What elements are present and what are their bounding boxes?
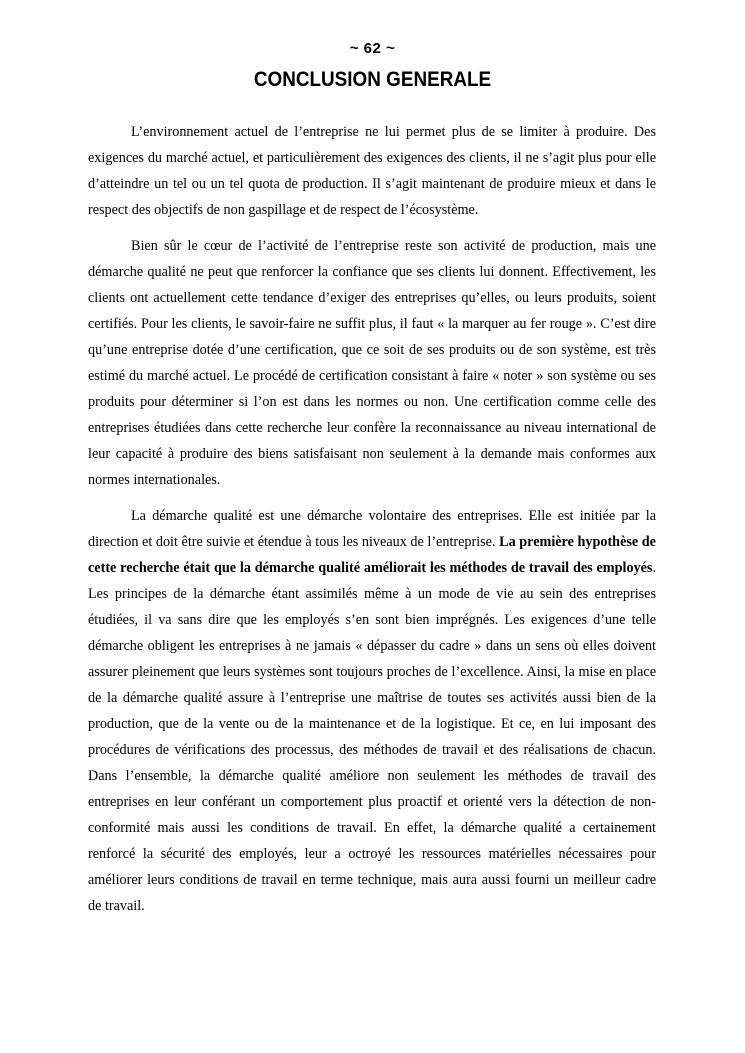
paragraph-2: Bien sûr le cœur de l’activité de l’entreprise reste son activité de production, mais une démarche qualité ne peut que renforcer la confiance que ses clients lui donnent. Effectivement, les clients ont actuellement cette tendance d’exiger des entreprises qu’elles, ou leurs produits, soient certifiés. Pour les clients, le savoir-faire ne suffit plus, il faut « la marquer au fer rouge ». C’est dire qu’une entreprise dotée d’une certification, que ce soit de ses produits ou de son système, est très estimé du marché actuel. Le procédé de certification consistant à faire « noter » son système ou ses produits pour déterminer si l’on est dans les normes ou non. Une certification comme celle des entreprises étudiées dans cette recherche leur confère la reconnaissance au niveau international de leur capacité à produire des biens satisfaisant non seulement à la demande mais conformes aux normes internationales.: [88, 238, 656, 488]
page-number: ~ 62 ~: [349, 40, 396, 57]
paragraph-3-intro: La démarche qualité est une démarche volontaire des entreprises. Elle est initiée par la direction et doit être suivie et étendue à tous les niveaux de l’entreprise.: [88, 508, 656, 550]
paragraph-3: [88, 503, 656, 919]
paragraph-3-rest: . Les principes de la démarche étant assimilés même à un mode de vie au sein des entreprises étudiées, il va sans dire que les employés s’en sont bien imprégnés. Les exigences d’une telle démarche obligent les entreprises à ne jamais « dépasser du cadre » dans un sens où elles doivent assurer pleinement que leurs systèmes sont toujours proches de l’excellence. Ainsi, la mise en place de la démarche qualité assure à l’entreprise une maîtrise de toutes ses activités aussi bien de la production, que de la vente ou de la maintenance et de la logistique. Et ce, en lui imposant des procédures de vérifications des processus, des méthodes de travail et des réalisations de chacun. Dans l’ensemble, la démarche qualité améliore non seulement les méthodes de travail des entreprises en leur conférant un comportement plus proactif et orienté vers la détection de non-conformité mais aussi les conditions de travail. En effet, la démarche qualité a certainement renforcé la sécurité des employés, leur a octroyé les ressources matérielles nécessaires pour améliorer leurs conditions de travail en terme technique, mais aura aussi fourni un meilleur cadre de travail.: [88, 560, 656, 914]
page-title: CONCLUSION GENERALE: [253, 68, 492, 91]
paragraph-1: L’environnement actuel de l’entreprise ne lui permet plus de se limiter à produire. Des exigences du marché actuel, et particulièrement des exigences des clients, il ne s’agit plus pour elle d’atteindre un tel ou un tel quota de production. Il s’agit maintenant de produire mieux et dans le respect des objectifs de non gaspillage et de respect de l’écosystème.: [88, 124, 656, 218]
hypothesis-bold-text: La première hypothèse de cette recherche était que la démarche qualité améliorait les méthodes de travail des employés: [88, 534, 656, 576]
body-text: [88, 119, 656, 929]
